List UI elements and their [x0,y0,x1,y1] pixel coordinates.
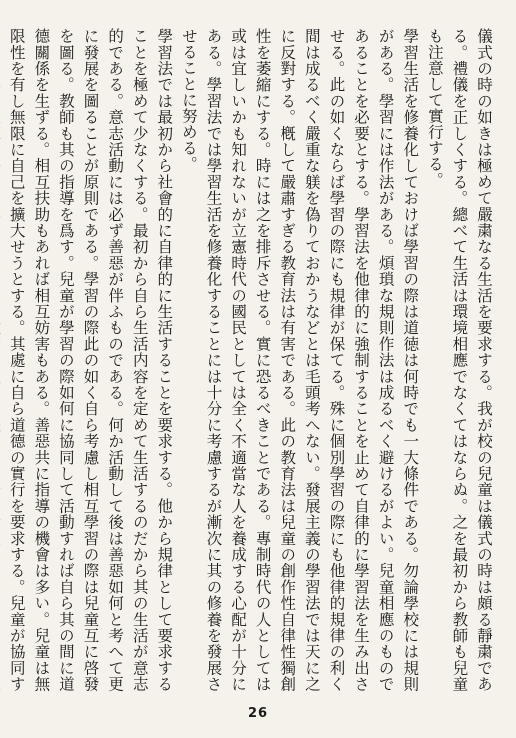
page-number: 26 [247,706,269,721]
paragraph-1: 儀式の時の如きは極めて嚴粛なる生活を要求する。我が校の兒童は儀式の時は頗る靜粛である。禮儀を正しくする。總べて生活は環境相應でなくてはならぬ。之を最初から教師も兒童も注意して實行する。 [425,28,493,693]
paragraph-2: 學習生活を修養化しておけば學習の際は道徳は何時でも一大條件である。勿論學校には規則がある。學習には作法がある。煩瑣な規則作法は成るべく避けるがよい。兒童相應のものであることを必要とする。學習法を他律的に強制することを止めて自律的に學習法を生み出させる。此の如くならば學習の際にも規律が保てる。殊に個別學習の際にも他律的規律の利く間は成るべく嚴重な躾を偽りておかうなどとは毛頭考へない。發展主義の學習法では天に之に反對する。槪して嚴肅すぎる教育法は有害である。此の教育法は兒童の創作性自律性獨創性を萎縮にする。時には之を排斥させる。實に恐るべきことである。專制時代の人としては或は宜しいかも知れないが立憲時代の國民としては全く不適當な人を養成する心配が十分にある。學習法では學習生活を修養化することには十分に考慮するが漸次に其の修養を發展させることに努める。 [179,28,420,693]
body-text [7,28,496,693]
paragraph-3: 學習法では最初から社會的に自律的に生活することを要求する。他から規律として要求することを極めて少なくする。最初から自ら生活内容を定めて生活するのだから其の生活が意志的である。意志活動には必ず善惡が伴ふものである。何か活動して後は善惡如何と考へて更に發展を圖ることが原則である。學習の際此の如く自ら考慮し相互學習の際は兒童互に啓發を圖る。教師も其の指導を爲す。兒童が學習の際如何に協同して活動すれば自ら其の間に道德關係を生ずる。相互扶助もあれば相互妨害もある。善惡共に指導の機會は多い。兒童は無限性を有し無限に自己を擴大せうとする。其處に自ら道德の實行を要求する。兒童が協同す [7,28,174,693]
